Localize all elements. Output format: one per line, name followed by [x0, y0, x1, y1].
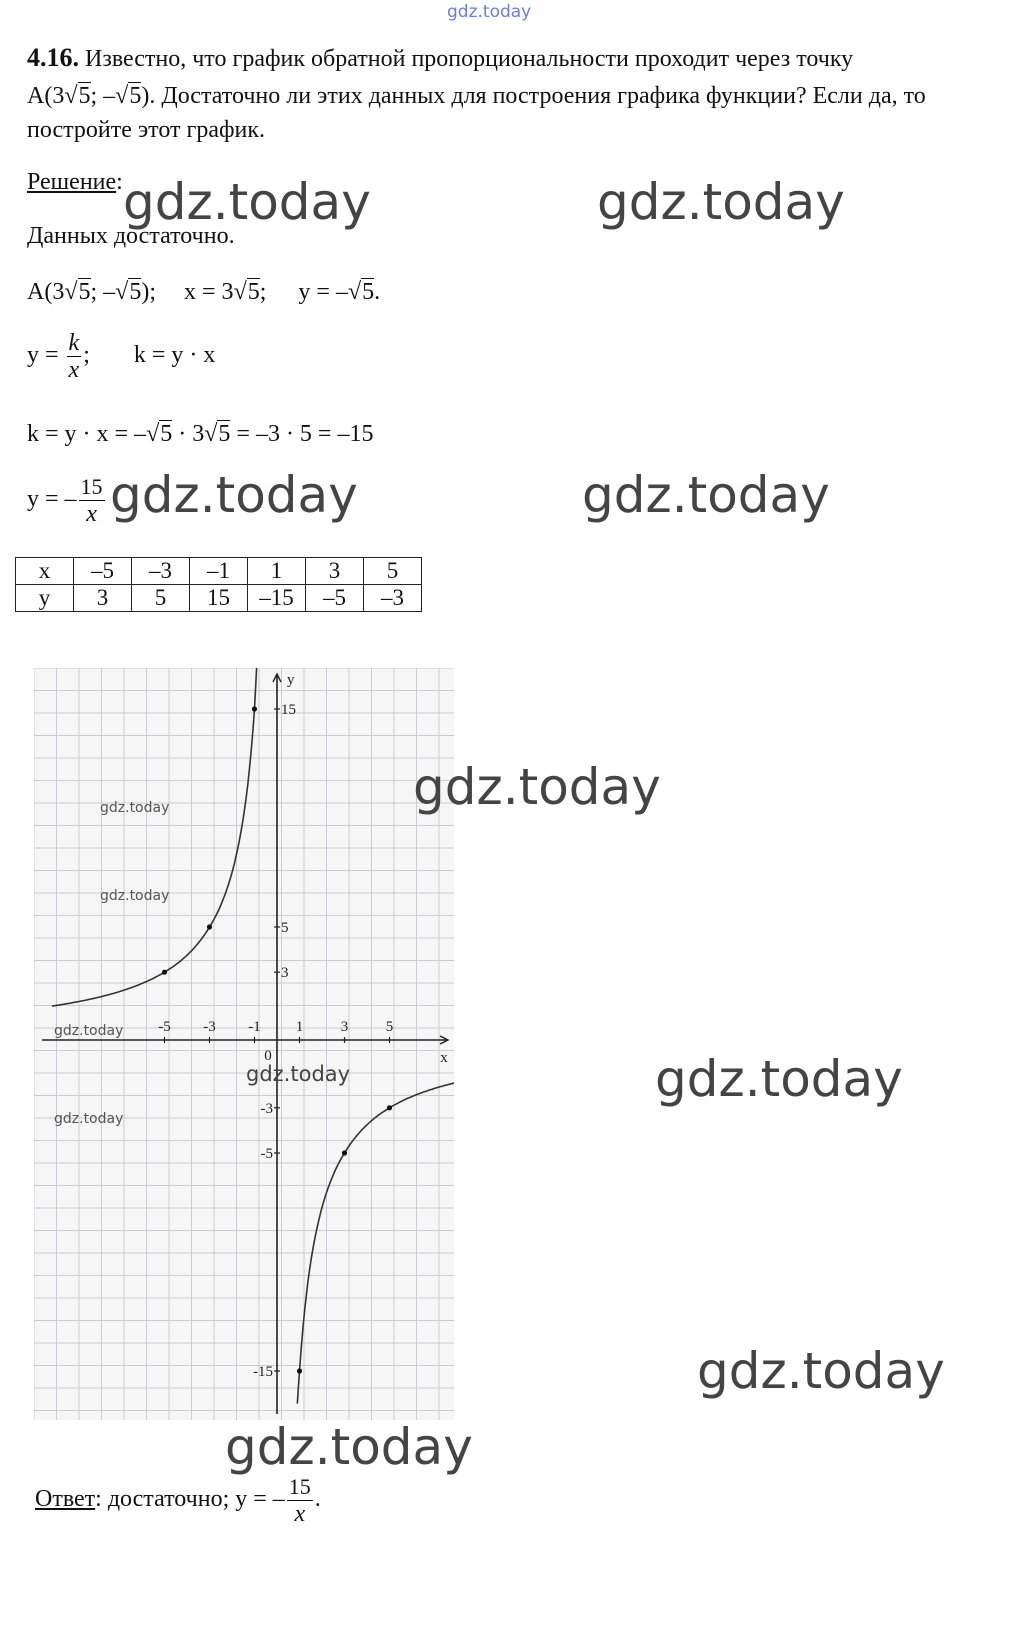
x-tick-label: 3: [340, 1019, 349, 1035]
table-cell: –3: [132, 558, 190, 585]
answer-line: [35, 1474, 321, 1527]
text: k = y · x = –: [27, 421, 147, 447]
watermark-top: gdz.today: [447, 2, 532, 22]
text: ;: [83, 342, 90, 369]
table-cell: x: [16, 558, 74, 585]
table-cell: 15: [190, 585, 248, 612]
denominator: x: [294, 1501, 306, 1527]
watermark-medium: gdz.today: [246, 1062, 351, 1086]
sqrt-arg: 5: [247, 279, 260, 305]
watermark-small: gdz.today: [100, 888, 170, 904]
text: ). Достаточно ли этих данных для построения графика функции? Если да, то: [141, 83, 926, 109]
hyperbola-branch: [297, 1074, 454, 1404]
text: y = –: [298, 279, 348, 305]
solution-heading: [27, 168, 123, 196]
table-cell: 3: [74, 585, 132, 612]
sqrt-arg: 5: [160, 421, 173, 447]
numerator: 15: [288, 1474, 311, 1499]
table-cell: 5: [132, 585, 190, 612]
table-cell: –5: [306, 585, 364, 612]
text: · 3: [172, 421, 205, 447]
data-point: [387, 1105, 392, 1110]
data-point: [252, 706, 257, 711]
values-table: [15, 557, 422, 612]
sqrt-arg: 5: [78, 279, 91, 305]
table-cell: –1: [190, 558, 248, 585]
axes: [42, 674, 448, 1414]
origin-label: 0: [264, 1048, 272, 1064]
table-cell: –5: [74, 558, 132, 585]
x-tick-label: 1: [295, 1019, 304, 1035]
tick-labels: [158, 672, 448, 1380]
x-tick-label: -3: [203, 1019, 216, 1035]
formula-line: [27, 330, 215, 383]
watermark: gdz.today: [413, 758, 661, 816]
enough-text: Данных достаточно.: [27, 223, 235, 249]
denominator: x: [68, 357, 80, 383]
table-cell: –15: [248, 585, 306, 612]
table-cell: 1: [248, 558, 306, 585]
text: ; –: [90, 83, 116, 109]
x-tick-label: 5: [385, 1019, 394, 1035]
text: .: [314, 1486, 321, 1513]
watermark-small: gdz.today: [54, 1023, 124, 1039]
watermark: gdz.today: [582, 466, 830, 524]
sqrt-arg: 5: [78, 83, 91, 109]
point-line: A(3√5; –√5); x = 3√5; y = –√5.: [27, 279, 381, 305]
hyperbola-branch: [52, 668, 259, 1006]
problem-line-3: постройте этот график.: [27, 117, 266, 143]
k-calc-line: k = y · x = –√5 · 3√5 = –3 · 5 = –15: [27, 421, 374, 447]
text: y =: [27, 342, 65, 369]
y-tick-label: -5: [260, 1146, 273, 1162]
x-tick-label: -1: [248, 1019, 261, 1035]
numerator: k: [68, 330, 80, 356]
y-tick-label: -3: [260, 1100, 273, 1117]
x-axis-label: x: [440, 1050, 448, 1066]
data-point: [297, 1368, 302, 1373]
y-tick-label: 5: [281, 920, 289, 936]
numerator: 15: [80, 474, 103, 499]
table-cell: y: [16, 585, 74, 612]
text: y = –: [27, 486, 77, 513]
watermark-small: gdz.today: [54, 1111, 124, 1127]
data-point: [162, 970, 167, 975]
denominator: x: [86, 501, 97, 527]
text: );: [141, 279, 157, 305]
data-point: [342, 1150, 347, 1155]
table-row: [16, 585, 422, 612]
y-tick-label: 3: [281, 965, 289, 982]
table-cell: 3: [306, 558, 364, 585]
data-point: [207, 924, 212, 929]
heading-text: Решение: [27, 169, 117, 195]
watermark: gdz.today: [597, 173, 845, 231]
watermark: gdz.today: [655, 1050, 903, 1108]
text: A(3: [27, 83, 65, 109]
fraction: [79, 474, 105, 527]
x-tick-label: -5: [158, 1019, 171, 1035]
sqrt-arg: 5: [362, 279, 375, 305]
graph-paper: [34, 668, 454, 1420]
text: A(3: [27, 279, 65, 305]
text: .: [374, 279, 381, 305]
text: ; –: [90, 279, 116, 305]
grid: [34, 668, 454, 1420]
hyperbola-chart: [34, 668, 454, 1420]
sqrt-arg: 5: [129, 83, 142, 109]
problem-line-1: [27, 44, 853, 73]
text: ;: [259, 279, 267, 305]
problem-number: 4.16.: [27, 43, 79, 72]
text: = –3 · 5 = –15: [230, 421, 374, 447]
answer-text: : достаточно; y = –: [95, 1486, 285, 1513]
answer-label: Ответ: [35, 1486, 96, 1513]
table-cell: –3: [364, 585, 422, 612]
y-axis-label: y: [287, 672, 295, 688]
problem-text-1: Известно, что график обратной пропорциональности проходит через точку: [85, 46, 854, 72]
sqrt-arg: 5: [129, 279, 142, 305]
watermark: gdz.today: [225, 1418, 473, 1476]
sqrt-arg: 5: [218, 421, 231, 447]
watermark: gdz.today: [123, 173, 371, 231]
y-tick-label: 15: [281, 702, 296, 718]
problem-line-2: A(3√5; –√5). Достаточно ли этих данных для построения графика функции? Если да, то: [27, 83, 926, 109]
y-tick-label: -15: [253, 1364, 273, 1380]
watermark-small: gdz.today: [100, 800, 170, 816]
watermark: gdz.today: [110, 466, 358, 524]
result-line: [27, 474, 107, 527]
table-row: [16, 558, 422, 585]
watermark: gdz.today: [697, 1342, 945, 1400]
text: x = 3: [184, 279, 234, 305]
text: k = y · x: [133, 342, 216, 369]
colon: :: [116, 169, 123, 195]
table-cell: 5: [364, 558, 422, 585]
fraction: [67, 330, 82, 383]
fraction: [287, 1474, 313, 1527]
